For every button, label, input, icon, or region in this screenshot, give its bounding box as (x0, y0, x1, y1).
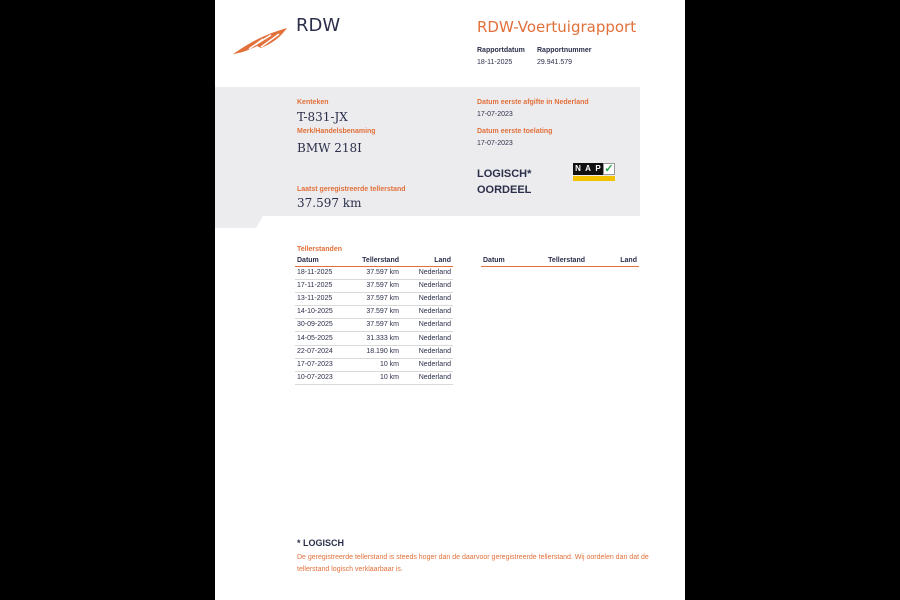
report-page (215, 0, 685, 600)
report-number: 29.941.579 (537, 59, 573, 66)
table-row (295, 279, 453, 292)
table-row (295, 345, 453, 358)
first-admission-label: Datum eerste toelating (477, 128, 553, 135)
table-header-row (295, 257, 453, 266)
col-land: Land (401, 257, 453, 266)
tellerstanden-title: Tellerstanden (297, 246, 342, 253)
col-land: Land (587, 257, 639, 266)
make-value: BMW 218I (297, 141, 362, 155)
cell-datum: 17-11-2025 (295, 279, 349, 292)
nap-bar (573, 176, 615, 181)
cell-tellerstand: 37.597 km (349, 292, 401, 305)
odometer-label: Laatst geregistreerde tellerstand (297, 186, 406, 193)
nap-letter-n: N (573, 163, 583, 175)
cell-datum: 14-05-2025 (295, 332, 349, 345)
cell-datum: 10-07-2023 (295, 372, 349, 385)
vehicle-info-panel (215, 87, 640, 216)
plate-value: T-831-JX (297, 110, 348, 124)
cell-datum: 18-11-2025 (295, 266, 349, 279)
cell-land: Nederland (401, 266, 453, 279)
verdict-line-2: OORDEEL (477, 184, 532, 196)
cell-land: Nederland (401, 332, 453, 345)
nap-letter-p: P (593, 163, 603, 175)
plate-label: Kenteken (297, 99, 329, 106)
report-number-label: Rapportnummer (537, 47, 592, 54)
rdw-logo-icon (231, 26, 289, 56)
footnote-text: De geregistreerde tellerstand is steeds hoger dan de daarvoor geregistreerde tellerstand. Wij oordelen dan dat de tellerstand logisch verklaarbaar is. (297, 554, 649, 573)
col-tellerstand: Tellerstand (535, 257, 587, 266)
checkmark-icon: ✓ (604, 163, 614, 175)
cell-tellerstand: 31.333 km (349, 332, 401, 345)
nap-badge (573, 163, 617, 181)
cell-land: Nederland (401, 306, 453, 319)
cell-tellerstand: 37.597 km (349, 266, 401, 279)
brand-name: RDW (296, 15, 341, 36)
cell-datum: 22-07-2024 (295, 345, 349, 358)
first-issue-nl-label: Datum eerste afgifte in Nederland (477, 99, 589, 106)
first-issue-nl-value: 17-07-2023 (477, 111, 513, 118)
col-datum: Datum (481, 257, 535, 266)
cell-land: Nederland (401, 358, 453, 371)
table-row (295, 332, 453, 345)
odometer-value: 37.597 km (297, 196, 362, 210)
cell-land: Nederland (401, 279, 453, 292)
table-row (295, 358, 453, 371)
cell-land: Nederland (401, 372, 453, 385)
report-date-label: Rapportdatum (477, 47, 525, 54)
table-row (295, 306, 453, 319)
cell-datum: 17-07-2023 (295, 358, 349, 371)
cell-tellerstand: 37.597 km (349, 306, 401, 319)
odometer-table-right (481, 257, 639, 267)
table-row (295, 372, 453, 385)
report-title: RDW-Voertuigrapport (477, 18, 637, 36)
verdict-line-1: LOGISCH* (477, 168, 532, 180)
col-datum: Datum (295, 257, 349, 266)
first-admission-value: 17-07-2023 (477, 140, 513, 147)
cell-land: Nederland (401, 319, 453, 332)
table-row (295, 266, 453, 279)
nap-letter-a: A (583, 163, 593, 175)
cell-tellerstand: 37.597 km (349, 319, 401, 332)
footnote-title: * LOGISCH (297, 538, 345, 548)
cell-tellerstand: 18.190 km (349, 345, 401, 358)
cell-tellerstand: 37.597 km (349, 279, 401, 292)
report-date: 18-11-2025 (477, 59, 513, 66)
table-row (295, 319, 453, 332)
odometer-table (295, 257, 453, 385)
cell-land: Nederland (401, 292, 453, 305)
cell-land: Nederland (401, 345, 453, 358)
cell-datum: 14-10-2025 (295, 306, 349, 319)
verdict (477, 166, 531, 198)
cell-datum: 13-11-2025 (295, 292, 349, 305)
cell-datum: 30-09-2025 (295, 319, 349, 332)
cell-tellerstand: 10 km (349, 372, 401, 385)
cell-tellerstand: 10 km (349, 358, 401, 371)
panel-tab (215, 216, 263, 228)
make-label: Merk/Handelsbenaming (297, 128, 376, 135)
table-header-row (481, 257, 639, 266)
col-tellerstand: Tellerstand (349, 257, 401, 266)
table-row (295, 292, 453, 305)
